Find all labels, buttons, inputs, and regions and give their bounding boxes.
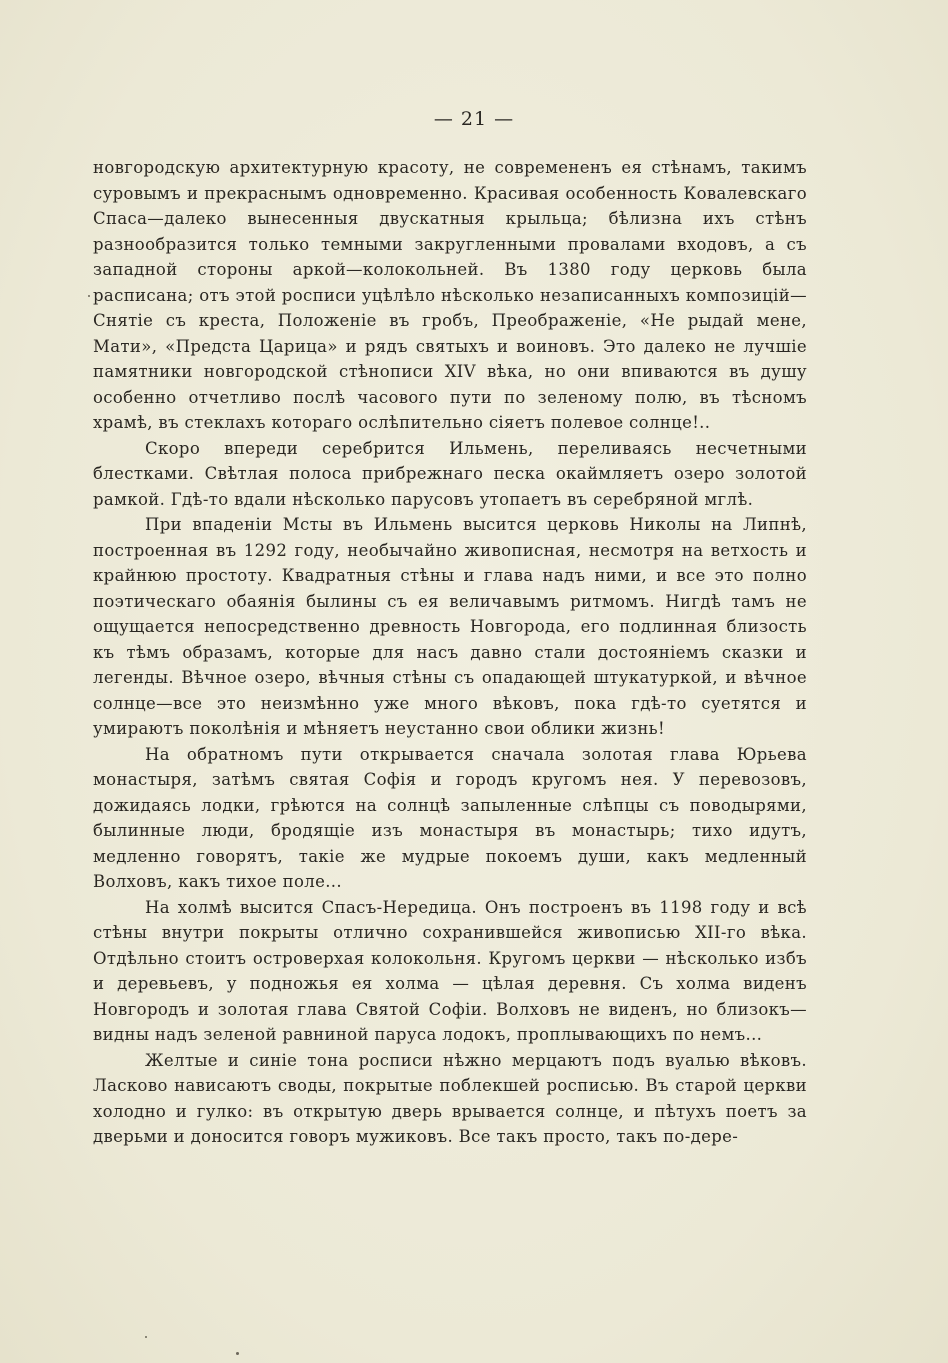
- paper-speck: [88, 295, 90, 297]
- paragraph-kovalevo-church: новгородскую архитектурную красоту, не современенъ ея стѣнамъ, такимъ суровымъ и прекраснымъ одновременно. Красивая особенность Ковалевскаго Спаса—далеко вынесенныя двускатныя крыльца; бѣлизна ихъ стѣнъ разнообразится только темными закругленными провалами входовъ, а съ западной стороны аркой—колокольней. Въ 1380 году церковь была расписана; отъ этой росписи уцѣлѣло нѣсколько незаписанныхъ композицій—Снятіе съ креста, Положеніе въ гробъ, Преображеніе, «Не рыдай мене, Мати», «Предста Царица» и рядъ святыхъ и воиновъ. Это далеко не лучшіе памятники новгородской стѣнописи XIV вѣка, но они впиваются въ душу особенно отчетливо послѣ часового пути по зеленому полю, въ тѣсномъ храмѣ, въ стеклахъ котораго ослѣпительно сіяетъ полевое солнце!..: [93, 158, 807, 432]
- paragraph-ilmen-lake: Скоро впереди серебрится Ильмень, переливаясь несчетными блестками. Свѣтлая полоса прибрежнаго песка окаймляетъ озеро золотой рамкой. Гдѣ-то вдали нѣсколько парусовъ утопаетъ въ серебряной мглѣ.: [93, 438, 807, 509]
- paragraph-nikola-na-lipne: При впаденіи Мсты въ Ильмень высится церковь Николы на Липнѣ, построенная въ 1292 году, необычайно живописная, несмотря на ветхость и крайнюю простоту. Квадратныя стѣны и глава надъ ними, и все это полно поэтическаго обаянія былины съ ея величавымъ ритмомъ. Нигдѣ тамъ не ощущается непосредственно древность Новгорода, его подлинная близость къ тѣмъ образамъ, которые для насъ давно стали достояніемъ сказки и легенды. Вѣчное озеро, вѣчныя стѣны съ опадающей штукатуркой, и вѣчное солнце—все это неизмѣнно уже много вѣковъ, пока гдѣ-то суетятся и умираютъ поколѣнія и мѣняетъ неустанно свои облики жизнь!: [93, 515, 807, 738]
- paper-speck: [236, 1352, 239, 1355]
- body-text: [93, 155, 807, 1150]
- paragraph-frescoes: Желтые и синіе тона росписи нѣжно мерцаютъ подъ вуалью вѣковъ. Ласково нависаютъ своды, покрытые поблекшей росписью. Въ старой церкви холодно и гулко: въ открытую дверь врывается солнце, и пѣтухъ поетъ за дверьми и доносится говоръ мужиковъ. Все такъ просто, такъ по-дере-: [93, 1050, 807, 1146]
- paragraph-return-path: На обратномъ пути открывается сначала золотая глава Юрьева монастыря, затѣмъ святая Софія и городъ кругомъ нея. У перевозовъ, дожидаясь лодки, грѣются на солнцѣ запыленные слѣпцы съ поводырями, былинные люди, бродящіе изъ монастыря въ монастырь; тихо идутъ, медленно говорятъ, такіе же мудрые покоемъ души, какъ медленный Волховъ, какъ тихое поле...: [93, 744, 807, 891]
- page-number: — 21 —: [433, 108, 515, 130]
- paragraph-spas-nereditsa: На холмѣ высится Спасъ-Нередица. Онъ построенъ въ 1198 году и всѣ стѣны внутри покрыты отлично сохранившейся живописью XII-го вѣка. Отдѣльно стоитъ островерхая колокольня. Кругомъ церкви — нѣсколько избъ и деревьевъ, у подножья ея холма — цѣлая деревня. Съ холма виденъ Новгородъ и золотая глава Святой Софіи. Волховъ не виденъ, но близокъ—видны надъ зеленой равниной паруса лодокъ, проплывающихъ по немъ...: [93, 897, 807, 1044]
- paper-speck: [145, 1336, 147, 1338]
